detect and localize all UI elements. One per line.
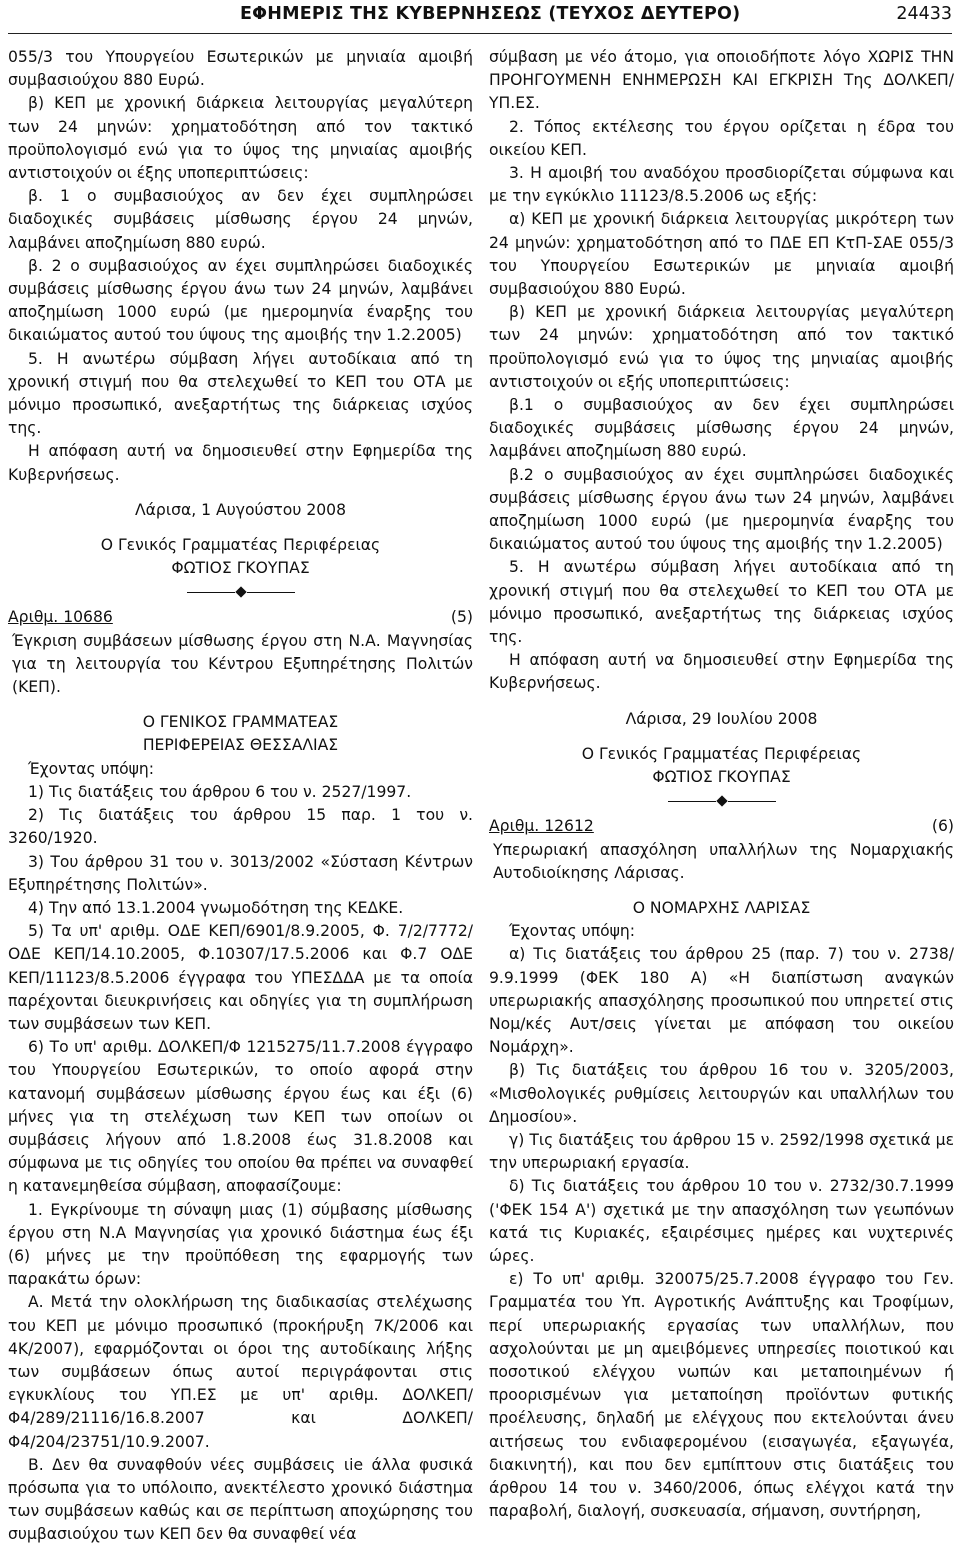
paragraph: Η απόφαση αυτή να δημοσιευθεί στην Εφημερίδα της Κυβερνήσεως. xyxy=(489,651,954,693)
paragraph: 2. Τόπος εκτέλεσης του έργου ορίζεται η έδρα του οικείου ΚΕΠ. xyxy=(489,117,954,159)
paragraph: Α. Μετά την ολοκλήρωση της διαδικασίας στελέχωσης του ΚΕΠ με μόνιμο προσωπικό (προκήρυξη 7Κ/2006 και 4Κ/2007), εφαρμόζονται οι όροι της αυτοδίκαιης λήξης των συμβάσεων όπως αυτοί περιγράφονται στις εγκυκλίους του ΥΠ.ΕΣ με υπ' αριθμ. ΔΟΛΚΕΠ/Φ4/289/21116/16.8.2007 και ΔΟΛΚΕΠ/Φ4/204/23751/10.9.2007. xyxy=(8,1293,473,1451)
signer-title: Ο Γενικός Γραμματέας Περιφέρειας xyxy=(100,536,381,555)
list-item: γ) Τις διατάξεις του άρθρου 15 ν. 2592/1998 σχετικά με την υπερωριακή εργασία. xyxy=(489,1130,954,1173)
place-date: Λάρισα, 1 Αυγούστου 2008 xyxy=(134,500,347,519)
list-item: 6) Το υπ' αριθμ. ΔΟΛΚΕΠ/Φ 1215275/11.7.2008 έγγραφο του Υπουργείου Εσωτερικών, το οποίο αφορά στην κατανομή συμβάσεων μίσθωσης έργου έως και έξι (6) μήνες για τη στελέχωση των ΚΕΠ των οποίων οι συμβάσεις λήγουν από 1.8.2008 έως 31.8.2008 και σύμφωνα με τις οδηγίες του οποίου θα πρέπει να συναφθεί η κατανεμηθείσα σύμβαση, αποφασίζουμε: xyxy=(8,1038,473,1196)
left-column xyxy=(8,46,473,1547)
paragraph: σύμβαση με νέο άτομο, για οποιοδήποτε λόγο ΧΩΡΙΣ ΤΗΝ ΠΡΟΗΓΟΥΜΕΝΗ ΕΝΗΜΕΡΩΣΗ ΚΑΙ ΕΓΚΡΙΣΗ Της ΔΟΛΚΕΠ/ΥΠ.ΕΣ. xyxy=(489,48,954,113)
signer-title: Ο Γενικός Γραμματέας Περιφέρειας xyxy=(581,744,862,763)
paragraph: β.2 ο συμβασιούχος αν έχει συμπληρώσει διαδοχικές συμβάσεις μίσθωσης έργου άνω των 24 μηνών, λαμβάνει αποζημίωση 1000 ευρώ (με ημερομηνία έναρξης του δικαιώματος αυτού του ύψους της αμοιβής την 1.2.2005) xyxy=(489,465,954,554)
decision-seq: (5) xyxy=(450,608,473,627)
list-item: 3) Του άρθρου 31 του ν. 3013/2002 «Σύσταση Κέντρων Εξυπηρέτησης Πολιτών». xyxy=(8,852,473,894)
paragraph: Β. Δεν θα συναφθούν νέες συμβάσεις ιie άλλα φυσικά πρόσωπα για το υπόλοιπο, ανεκτέλεστο χρονικό διάστημα των συμβάσεων καθώς και σε περίπτωση αποχώρησης του συμβασιούχου των ΚΕΠ δεν θα συναφθεί νέα xyxy=(8,1455,473,1544)
page-header xyxy=(0,0,960,32)
decision-subject: Υπερωριακή απασχόληση υπαλλήλων της Νομαρχιακής Αυτοδιοίκησης Λάρισας. xyxy=(493,840,954,882)
paragraph: β) ΚΕΠ με χρονική διάρκεια λειτουργίας μεγαλύτερη των 24 μηνών: χρηματοδότηση από τον τακτικό προϋπολογισμό ενώ για το ύψος της μηνιαίας αμοιβής αντιστοιχούν οι εξής υποπεριπτώσεις: xyxy=(489,303,954,391)
list-item: β) Τις διατάξεις του άρθρου 16 του ν. 3205/2003, «Μισθολογικές ρυθμίσεις λειτουργών και υπαλλήλων του Δημοσίου». xyxy=(489,1061,954,1126)
list-item: 4) Την από 13.1.2004 γνωμοδότηση της ΚΕΔΚΕ. xyxy=(28,898,404,917)
place-date: Λάρισα, 29 Ιουλίου 2008 xyxy=(625,709,818,728)
section-separator xyxy=(8,582,473,602)
list-item: 5) Τα υπ' αριθμ. ΟΔΕ ΚΕΠ/6901/8.9.2005, Φ. 7/2/7772/ ΟΔΕ ΚΕΠ/14.10.2005, Φ.10307/17.5.2006 και Φ.7 ΟΔΕ ΚΕΠ/11123/8.5.2006 έγγραφα του ΥΠΕΣΔΔΑ με τα οποία παρέχονται διευκρινήσεις και οδηγίες για τη συμπλήρωση των συμβάσεων των ΚΕΠ. xyxy=(8,922,473,1033)
decision-number-row xyxy=(489,815,954,838)
list-item: 2) Τις διατάξεις του άρθρου 15 παρ. 1 του ν. 3260/1920. xyxy=(8,806,473,848)
paragraph: 5. Η ανωτέρω σύμβαση λήγει αυτοδίκαια από τη χρονική στιγμή που θα στελεχωθεί το ΚΕΠ του ΟΤΑ με μόνιμο προσωπικό, ανεξαρτήτως της διάρκειας ισχύος της. xyxy=(489,558,954,647)
list-item: δ) Τις διατάξεις του άρθρου 10 του ν. 2732/30.7.1999 ('ΦΕΚ 154 Α') σχετικά με την απασχόληση των γεωπόνων κατά τις Κυριακές, εξαιρέσιμες ημέρες και νυχτερινές ώρες. xyxy=(489,1177,954,1265)
decision-number: Αριθμ. 12612 xyxy=(489,817,594,836)
decision-seq: (6) xyxy=(931,817,954,836)
list-item: α) Τις διατάξεις του άρθρου 25 (παρ. 7) του ν. 2738/ 9.9.1999 (ΦΕΚ 180 Α) «Η διαπίστωση αναγκών υπερωριακής απασχόλησης προσωπικού που υπηρετεί στις Νομ/κές Αυτ/σεις γίνεται με απόφαση του οικείου Νομάρχη». xyxy=(489,945,954,1057)
page-number: 24433 xyxy=(896,4,952,24)
decision-number: Αριθμ. 10686 xyxy=(8,608,113,627)
having-regard: Έχοντας υπόψη: xyxy=(28,759,155,778)
paragraph: 1. Εγκρίνουμε τη σύναψη μιας (1) σύμβασης μίσθωσης έργου στη Ν.Α Μαγνησίας για χρονικό διάστημα έως έξι (6) μήνες με την προϋπόθεση της εφαρμογής των παρακάτω όρων: xyxy=(8,1200,473,1289)
issuer-line: Ο ΝΟΜΑΡΧΗΣ ΛΑΡΙΣΑΣ xyxy=(632,898,811,917)
paragraph: 5. Η ανωτέρω σύμβαση λήγει αυτοδίκαια από τη χρονική στιγμή που θα στελεχωθεί το ΚΕΠ του ΟΤΑ με μόνιμο προσωπικό, ανεξαρτήτως της διάρκειας ισχύος της. xyxy=(8,349,473,438)
issuer-line: Ο ΓΕΝΙΚΟΣ ΓΡΑΜΜΑΤΕΑΣ xyxy=(142,713,339,732)
paragraph: β. 2 ο συμβασιούχος αν έχει συμπληρώσει διαδοχικές συμβάσεις μίσθωσης έργου άνω των 24 μηνών, λαμβάνει αποζημίωση 1000 ευρώ (με ημερομηνία έναρξης του δικαιώματος αυτού του ύψους της αμοιβής την 1.2.2005) xyxy=(8,256,473,345)
signer-name: ΦΩΤΙΟΣ ΓΚΟΥΠΑΣ xyxy=(652,768,791,787)
paragraph: 055/3 του Υπουργείου Εσωτερικών με μηνιαία αμοιβή συμβασιούχου 880 Ευρώ. xyxy=(8,48,473,90)
having-regard: Έχοντας υπόψη: xyxy=(509,922,636,941)
right-column xyxy=(489,46,954,1523)
paragraph: β) ΚΕΠ με χρονική διάρκεια λειτουργίας μεγαλύτερη των 24 μηνών: χρηματοδότηση από τον τακτικό προϋπολογισμό ενώ για το ύψος της μηνιαίας αμοιβής αντιστοιχούν οι έξης υποπεριπτώσεις: xyxy=(8,94,473,183)
signer-name: ΦΩΤΙΟΣ ΓΚΟΥΠΑΣ xyxy=(171,559,310,578)
diamond-icon xyxy=(235,587,246,598)
list-item: ε) Το υπ' αριθμ. 320075/25.7.2008 έγγραφο του Γεν. Γραμματέα του Υπ. Αγροτικής Ανάπτυξης και Τροφίμων, περί υπερωριακής εργασίας των υπαλλήλων, που ασχολούνται με μη αμειβόμενες υπηρεσίες ποιοτικού και ποσοτικού ελέγχου νωπών και μεταποιημένων ή προορισμένων για μεταποίηση προϊόντων φυτικής προέλευσης, δηλαδή με ελέγχους που εκτελούνται άνευ αιτήσεως του ενδιαφερομένου (εισαγωγέα, εξαγωγέα, διακινητή), και που δεν εμπίπτουν στις διατάξεις του άρθρου 14 του ν. 3460/2006, όπως ελέγχοι κατά την παραβολή, διαλογή, συσκευασία, σήμανση, συντήρηση, xyxy=(489,1270,954,1521)
section-separator xyxy=(489,791,954,811)
paragraph: 3. Η αμοιβή του αναδόχου προσδιορίζεται σύμφωνα και με την εγκύκλιο 11123/8.5.2006 ως εξής: xyxy=(489,164,954,206)
decision-number-row xyxy=(8,606,473,629)
list-item: 1) Τις διατάξεις του άρθρου 6 του ν. 2527/1997. xyxy=(28,782,412,801)
paragraph: β. 1 ο συμβασιούχος αν δεν έχει συμπληρώσει διαδοχικές συμβάσεις μίσθωσης έργου 24 μηνών, λαμβάνει αποζημίωση 880 ευρώ. xyxy=(8,187,473,252)
decision-subject: Έγκριση συμβάσεων μίσθωσης έργου στη Ν.Α. Μαγνησίας για τη λειτουργία του Κέντρου Εξυπηρέτησης Πολιτών (ΚΕΠ). xyxy=(12,631,473,697)
issuer-line: ΠΕΡΙΦΕΡΕΙΑΣ ΘΕΣΣΑΛΙΑΣ xyxy=(142,736,339,755)
diamond-icon xyxy=(716,796,727,807)
paragraph: Η απόφαση αυτή να δημοσιευθεί στην Εφημερίδα της Κυβερνήσεως. xyxy=(8,442,473,484)
header-rule xyxy=(8,33,952,34)
paragraph: β.1 ο συμβασιούχος αν δεν έχει συμπληρώσει διαδοχικές συμβάσεις μίσθωσης έργου 24 μηνών, λαμβάνει αποζημίωση 880 ευρώ. xyxy=(489,396,954,461)
paragraph: α) ΚΕΠ με χρονική διάρκεια λειτουργίας μικρότερη των 24 μηνών: χρηματοδότηση από το ΠΔΕ ΕΠ ΚτΠ-ΣΑΕ 055/3 του Υπουργείου Εσωτερικών με μηνιαία αμοιβή συμβασιούχου 880 Ευρώ. xyxy=(489,210,954,299)
gazette-title: ΕΦΗΜΕΡΙΣ ΤΗΣ ΚΥΒΕΡΝΗΣΕΩΣ (ΤΕΥΧΟΣ ΔΕΥΤΕΡΟ) xyxy=(240,4,741,24)
